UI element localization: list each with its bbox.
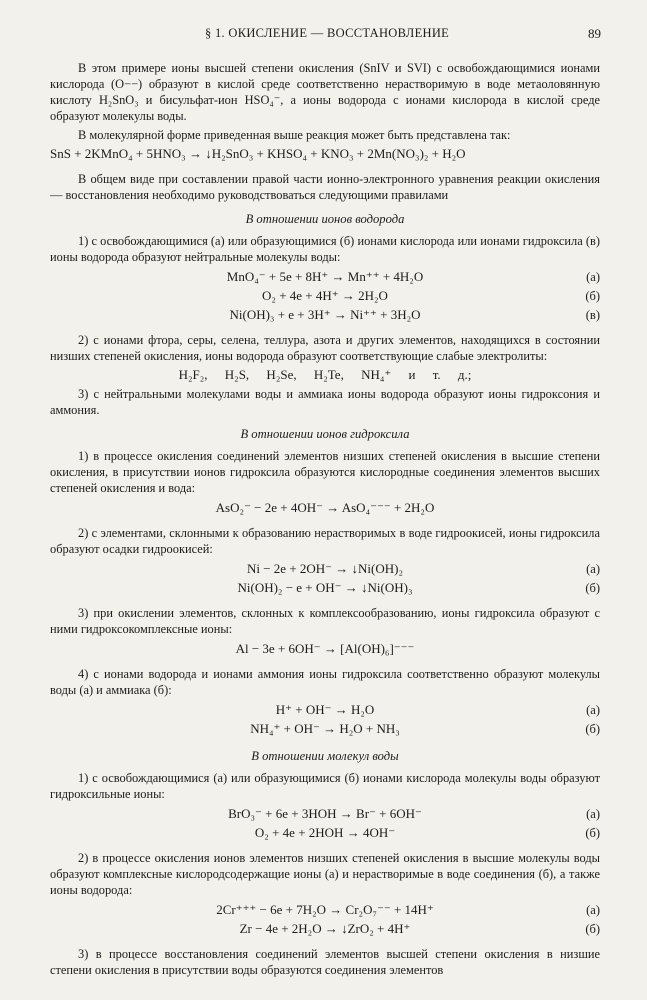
equation: O₂ + 4e + 2HOH → 4OH⁻ (б): [254, 825, 600, 840]
equation-tag: (б): [585, 922, 600, 936]
paragraph: 2) с ионами фтора, серы, селена, теллура, азота и других элементов, находящихся в состоянии низших степеней окисления, ионы водорода образуют соответствующие слабые электролиты:: [50, 333, 600, 363]
equation: Zr − 4e + 2H₂O → ↓ZrO₂ + 4H⁺ (б): [239, 921, 600, 936]
equation-tag: (в): [585, 308, 600, 322]
paragraph: 2) в процессе окисления ионов элементов низших степеней окисления в высшие молекулы воды образуют комплексные кислородсодержащие ионы (а) и нерастворимые в воде соединения (б), а также ионы водорода:: [50, 851, 600, 897]
paragraph: 2) с элементами, склонными к образованию нерастворимых в воде гидроокисей, ионы гидроксила образуют осадки гидроокисей:: [50, 526, 600, 556]
equation-tag: (а): [586, 270, 600, 284]
weak-electrolytes: H₂F₂, H₂S, H₂Se, H₂Te, NH₄⁺ и т. д.;: [178, 367, 472, 382]
equation: O₂ + 4e + 4H⁺ → 2H₂O (б): [262, 288, 600, 303]
equation: Ni − 2e + 2OH⁻ → ↓Ni(OH)₂ (а): [246, 561, 600, 576]
equation-tag: (а): [586, 903, 600, 917]
running-title: § 1. ОКИСЛЕНИЕ — ВОССТАНОВЛЕНИЕ: [205, 26, 450, 40]
page-number: 89: [588, 26, 601, 41]
paragraph: 1) с освобождающимися (а) или образующимися (б) ионами кислорода молекулы воды образуют гидроксильные ионы:: [50, 771, 600, 801]
paragraph: 3) с нейтральными молекулами воды и аммиака ионы водорода образуют ионы гидроксония и аммония.: [50, 387, 600, 417]
equation-tag: (б): [585, 289, 600, 303]
section-heading: В отношении ионов гидроксила: [240, 427, 410, 441]
paragraph: 1) в процессе окисления соединений элементов низших степеней окисления в высшие степени окисления, в присутствии ионов гидроксила образуются кислородные соединения элементов высших степеней окисления и вода:: [50, 449, 600, 495]
paragraph: 3) в процессе восстановления соединений элементов высшей степени окисления в низшие степени окисления в присутствии воды образуются соединения элементов: [50, 947, 600, 977]
equation-tag: (а): [586, 562, 600, 576]
equation: AsO₂⁻ − 2e + 4OH⁻ → AsO₄⁻⁻⁻ + 2H₂O: [215, 500, 435, 515]
equation-molecular: SnS + 2KMnO₄ + 5HNO₃ → ↓H₂SnO₃ + KHSO₄ + KNO₃ + 2Mn(NO₃)₂ + H₂O: [50, 146, 466, 161]
equation: 2Cr⁺⁺⁺ − 6e + 7H₂O → Cr₂O₇⁻⁻ + 14H⁺ (а): [216, 902, 600, 917]
equation: Al − 3e + 6OH⁻ → [Al(OH)₆]⁻⁻⁻: [235, 641, 415, 656]
paragraph: В молекулярной форме приведенная выше реакция может быть представлена так:: [78, 128, 511, 142]
paragraph: 3) при окислении элементов, склонных к комплексообразованию, ионы гидроксила образуют с ними гидроксокомплексные ионы:: [50, 606, 600, 636]
running-header: [0, 26, 647, 46]
equation-tag: (б): [585, 826, 600, 840]
equation: H⁺ + OH⁻ → H₂O (а): [275, 702, 600, 717]
equation-tag: (б): [585, 581, 600, 595]
page-body: [50, 60, 600, 978]
equation: Ni(OH)₂ − e + OH⁻ → ↓Ni(OH)₃ (б): [237, 580, 600, 595]
paragraph: 4) с ионами водорода и ионами аммония ионы гидроксила соответственно образуют молекулы воды (а) и аммиака (б):: [50, 667, 600, 697]
equation-tag: (б): [585, 722, 600, 736]
equation-tag: (а): [586, 703, 600, 717]
equation: NH₄⁺ + OH⁻ → H₂O + NH₃ (б): [250, 721, 600, 736]
section-heading: В отношении молекул воды: [251, 749, 399, 763]
equation: Ni(OH)₃ + e + 3H⁺ → Ni⁺⁺ + 3H₂O (в): [229, 307, 600, 322]
paragraph: В этом примере ионы высшей степени окисления (SnIV и SVI) с освобождающимися ионами кислорода (O−−) образуют в кислой среде соответственно нерастворимую в воде метаоловянную кислоту H₂SnO₃ и бисульфат-ион HSO₄⁻, а ионы водорода с ионами кислорода в кислой среде образуют молекулы воды.: [50, 61, 600, 123]
equation: MnO₄⁻ + 5e + 8H⁺ → Mn⁺⁺ + 4H₂O (а): [226, 269, 600, 284]
equation: BrO₃⁻ + 6e + 3HOH → Br⁻ + 6OH⁻ (а): [228, 806, 600, 821]
paragraph: 1) с освобождающимися (а) или образующимися (б) ионами кислорода или ионами гидроксила (в) ионы водорода образуют нейтральные молекулы воды:: [50, 234, 600, 264]
equation-tag: (а): [586, 807, 600, 821]
paragraph: В общем виде при составлении правой части ионно-электронного уравнения реакции окисления — восстановления необходимо руководствоваться следующими правилами: [50, 172, 600, 202]
section-heading: В отношении ионов водорода: [245, 212, 405, 226]
